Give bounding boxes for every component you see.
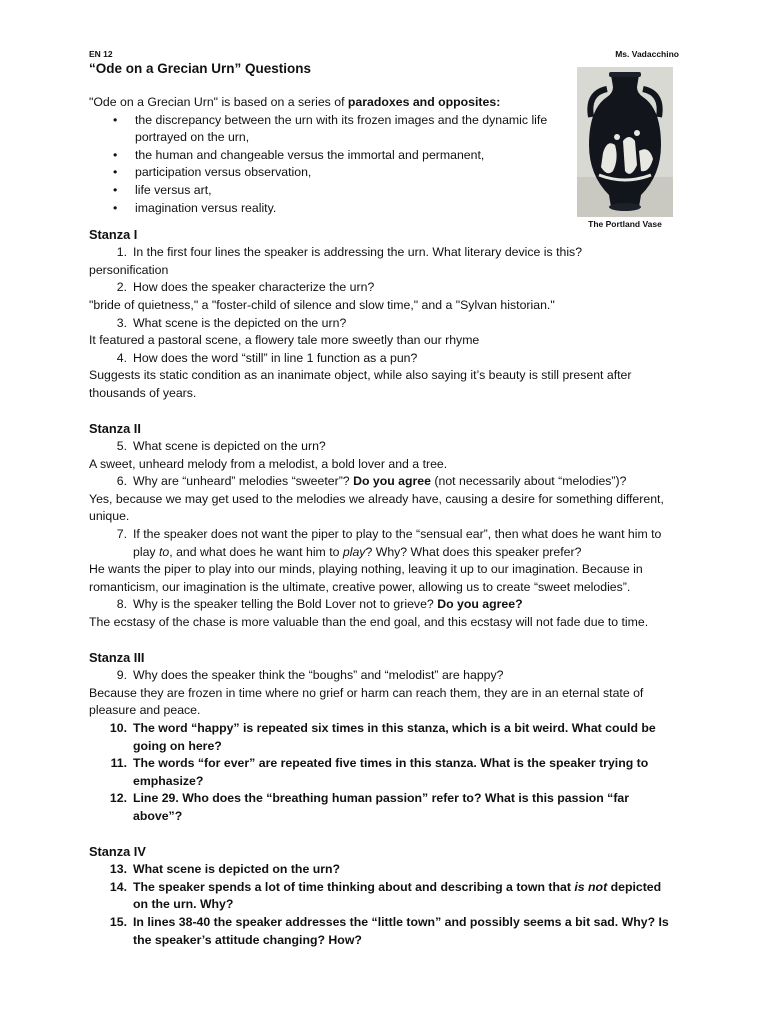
- spacer: [89, 632, 679, 650]
- question-11: [89, 755, 679, 790]
- question-text: Why is the speaker telling the Bold Lover not to grieve?: [133, 597, 438, 612]
- answer-2: "bride of quietness," a "foster-child of silence and slow time," and a "Sylvan historian.": [89, 297, 555, 312]
- spacer: [89, 826, 679, 844]
- stanza-heading: Stanza I: [89, 227, 138, 243]
- answer-9: Because they are frozen in time where no grief or harm can reach them, they are in an eternal state of pleasure and peace.: [89, 685, 644, 718]
- stanza-heading: Stanza II: [89, 421, 141, 437]
- question-italic: to: [158, 544, 170, 559]
- answer-4: Suggests its static condition as an inanimate object, while also saying it’s beauty is still present after thousands of years.: [89, 368, 632, 400]
- question-number: 15.: [109, 914, 127, 929]
- question-text: How does the word “still” in line 1 function as a pun?: [133, 350, 418, 365]
- question-15: [89, 914, 679, 949]
- question-text: The speaker spends a lot of time thinking about and describing a town that: [133, 879, 575, 894]
- question-number: 5.: [116, 439, 127, 454]
- question-text: ? Why? What does this speaker prefer?: [365, 544, 582, 559]
- question-text: Why does the speaker think the “boughs” and “melodist” are happy?: [133, 668, 504, 683]
- question-5: [89, 438, 679, 456]
- question-6: [89, 473, 679, 491]
- intro-lead-bold: paradoxes and opposites:: [347, 95, 501, 109]
- intro-lead: [89, 94, 569, 112]
- answer-5: A sweet, unheard melody from a melodist, a bold lover and a tree.: [89, 456, 448, 471]
- question-text: What scene is depicted on the urn?: [133, 862, 341, 877]
- spacer: [89, 403, 679, 421]
- intro-section: [89, 94, 569, 217]
- question-text: Why are “unheard” melodies “sweeter”?: [133, 474, 354, 489]
- question-4: [89, 350, 679, 368]
- question-text: In the first four lines the speaker is addressing the urn. What literary device is this?: [133, 245, 583, 260]
- question-number: 12.: [109, 791, 127, 806]
- question-3: [89, 315, 679, 333]
- question-number: 7.: [116, 527, 127, 542]
- course-code: EN 12: [89, 49, 113, 59]
- question-number: 3.: [116, 315, 127, 330]
- question-text: The words “for ever” are repeated five times in this stanza. What is the speaker trying to emphasize?: [133, 756, 649, 788]
- intro-lead-text: "Ode on a Grecian Urn" is based on a series of: [89, 95, 348, 109]
- question-number: 4.: [116, 350, 127, 365]
- question-number: 9.: [116, 668, 127, 683]
- stanza-heading: Stanza III: [89, 650, 145, 666]
- question-text: Line 29. Who does the “breathing human passion” refer to? What is this passion “far above”?: [133, 791, 630, 823]
- list-item: • participation versus observation,: [89, 164, 569, 182]
- question-number: 13.: [109, 862, 127, 877]
- question-number: 8.: [116, 597, 127, 612]
- answer-8: The ecstasy of the chase is more valuable than the end goal, and this ecstasy will not fade due to time.: [89, 615, 649, 630]
- paradox-list: [89, 112, 569, 218]
- question-text: What scene is depicted on the urn?: [133, 439, 326, 454]
- document-title: “Ode on a Grecian Urn” Questions: [89, 61, 312, 76]
- list-item: • the human and changeable versus the immortal and permanent,: [89, 147, 569, 165]
- question-emphasis: Do you agree?: [437, 597, 523, 612]
- list-item: • imagination versus reality.: [89, 200, 569, 218]
- stanza-1-section: [89, 226, 679, 402]
- question-1: [89, 244, 679, 262]
- answer-1: personification: [89, 262, 169, 277]
- answer-3: It featured a pastoral scene, a flowery tale more sweetly than our rhyme: [89, 333, 480, 348]
- question-text: In lines 38-40 the speaker addresses the “little town” and possibly seems a bit sad. Why? Is the speaker’s attitude changing? How?: [133, 914, 669, 947]
- question-text: , and what does he want him to: [169, 544, 343, 559]
- stanza-2-section: [89, 420, 679, 632]
- stanza-heading: Stanza IV: [89, 844, 146, 860]
- question-number: 10.: [109, 721, 127, 735]
- question-number: 6.: [116, 474, 127, 489]
- page-header: [89, 46, 679, 60]
- question-emphasis: Do you agree: [353, 474, 431, 489]
- urn-illustration: [577, 67, 673, 217]
- question-text: How does the speaker characterize the urn?: [133, 280, 375, 295]
- question-text: The word “happy” is repeated six times in this stanza, which is a bit weird. What could be going on here?: [133, 721, 656, 753]
- question-14: [89, 879, 679, 914]
- question-text: depicted on the urn. Why?: [133, 879, 662, 912]
- question-text: What scene is the depicted on the urn?: [133, 315, 347, 330]
- question-number: 14.: [109, 879, 127, 894]
- list-item: • life versus art,: [89, 182, 569, 200]
- question-7: [89, 526, 679, 561]
- question-italic: play: [342, 544, 366, 559]
- teacher-name: Ms. Vadacchino: [615, 49, 679, 59]
- answer-6: Yes, because we may get used to the melodies we already have, causing a desire for something different, unique.: [89, 491, 664, 524]
- question-number: 11.: [110, 756, 127, 771]
- question-12: [89, 790, 679, 825]
- question-number: 1.: [116, 245, 127, 260]
- list-item: • the discrepancy between the urn with its frozen images and the dynamic life portrayed on the urn,: [89, 112, 569, 147]
- question-number: 2.: [116, 280, 127, 295]
- answer-7: He wants the piper to play into our minds, playing nothing, leaving it up to our imagination. Because in romanticism, our imagination is the ultimate, creative power, allowing us to create “sweet melodies”.: [89, 562, 643, 594]
- question-8: [89, 596, 679, 614]
- question-text: If the speaker does not want the piper to play to the “sensual ear”, then what does he want him to play: [133, 527, 662, 559]
- stanza-3-section: [89, 649, 679, 825]
- portland-vase-figure: [577, 67, 673, 229]
- question-10: [89, 720, 679, 755]
- question-text: (not necessarily about “melodies”)?: [430, 474, 627, 489]
- question-9: [89, 667, 679, 685]
- question-13: [89, 861, 679, 879]
- stanza-4-section: [89, 843, 679, 949]
- figure-caption: The Portland Vase: [588, 219, 662, 229]
- question-italic: is not: [574, 879, 608, 894]
- question-2: [89, 279, 679, 297]
